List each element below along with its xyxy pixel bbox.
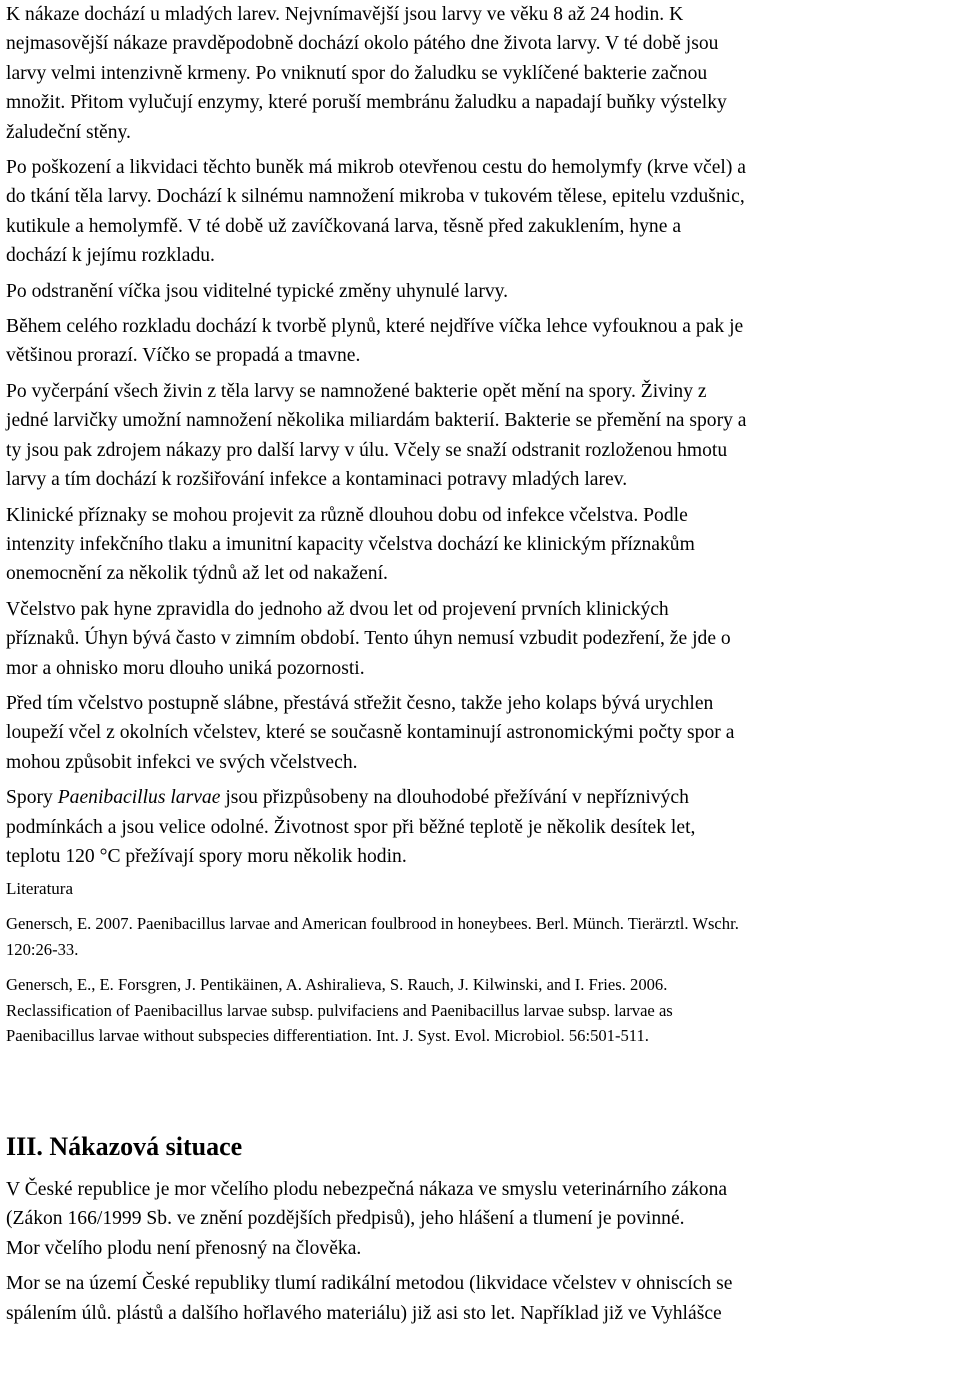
paragraph-colony-collapse: Před tím včelstvo postupně slábne, přestává střežit česno, takže jeho kolaps bývá urychlen loupeží včel z okolních včelstev, které se současně kontaminují astronomickými počty spor a mohou způsobit infekci ve svých včelstvech. <box>6 692 735 773</box>
paragraph-control-method: Mor se na území České republiky tlumí radikální metodou (likvidace včelstev v ohniscích se spálením úlů. plástů a dalšího hořlavého materiálu) již asi sto let. Například již ve Vyhlášce <box>6 1273 733 1324</box>
reference-genersch-2006: Genersch, E., E. Forsgren, J. Pentikäinen, A. Ashiralieva, S. Rauch, J. Kilwinski, and I. Fries. 2006. Reclassification of Paenibacillus larvae subsp. pulvifaciens and Paenibacillus larvae subsp. larvae as Paenibacillus larvae without subspecies differentiation. Int. J. Syst. Evol. Microbiol. 56:501-511. <box>6 975 673 1046</box>
paragraph-decomposition-gases: Během celého rozkladu dochází k tvorbě plynů, které nejdříve víčka lehce vyfouknou a pak je většinou prorazí. Víčko se propadá a tmavne. <box>6 316 744 367</box>
spores-text-rest: jsou přizpůsobeny na dlouhodobé přežívání v nepříznivých podmínkách a jsou velice odolné. Životnost spor při běžné teplotě je několik desítek let, teplotu 120 °C přežívají spory moru několik hodin. <box>6 787 696 867</box>
paragraph-legal-status: V České republice je mor včelího plodu nebezpečná nákaza ve smyslu veterinárního zákona (Zákon 166/1999 Sb. ve znění pozdějších předpisů), jeho hlášení a tlumení je povinné. Mor včelího plodu není přenosný na člověka. <box>6 1178 728 1259</box>
literature-heading: Literatura <box>6 879 74 899</box>
paragraph-cap-removal: Po odstranění víčka jsou viditelné typické změny uhynulé larvy. <box>6 280 509 302</box>
paragraph-colony-death: Včelstvo pak hyne zpravidla do jednoho až dvou let od projevení prvních klinických příznaků. Úhyn bývá často v zimním období. Tento úhyn nemusí vzbudit podezření, že jde o mor a ohnisko moru dlouho uniká pozornosti. <box>6 598 731 679</box>
spores-text-start: Spory <box>6 787 58 809</box>
reference-genersch-2007: Genersch, E. 2007. Paenibacillus larvae and American foulbrood in honeybees. Berl. Münch. Tierärztl. Wschr. 120:26-33. <box>6 914 739 959</box>
paragraph-hemolymph-spread: Po poškození a likvidaci těchto buněk má mikrob otevřenou cestu do hemolymfy (krve včel) a do tkání těla larvy. Dochází k silnému namnožení mikroba v tukovém tělese, epitelu vzdušnic, kutikule a hemolymfě. V té době už zavíčkovaná larva, těsně před zakuklením, hyne a dochází k jejímu rozkladu. <box>6 157 746 267</box>
document-page <box>6 0 956 1328</box>
species-name-italic: Paenibacillus larvae <box>57 787 221 809</box>
paragraph-clinical-signs: Klinické příznaky se mohou projevit za různě dlouhou dobu od infekce včelstva. Podle intenzity infekčního tlaku a imunitní kapacity včelstva dochází ke klinickým příznakům onemocnění za několik týdnů až let od nakažení. <box>6 504 695 585</box>
section-title: III. Nákazová situace <box>6 1131 243 1161</box>
paragraph-spore-formation: Po vyčerpání všech živin z těla larvy se namnožené bakterie opět mění na spory. Živiny z jedné larvičky umožní namnožení několika miliardám bakterií. Bakterie se přemění na spory a ty jsou pak zdrojem nákazy pro další larvy v úlu. Včely se snaží odstranit rozloženou hmotu larvy a tím dochází k rozšiřování infekce a kontaminaci potravy mladých larev. <box>6 380 747 491</box>
paragraph-infection-larvae: K nákaze dochází u mladých larev. Nejvnímavější jsou larvy ve věku 8 až 24 hodin. K nejmasovější nákaze pravděpodobně dochází okolo pátého dne života larvy. V té době jsou larvy velmi intenzivně krmeny. Po vniknutí spor do žaludku se vyklíčené bakterie začnou množit. Přitom vylučují enzymy, které poruší membránu žaludku a napadají buňky výstelky žaludeční stěny. <box>6 4 727 143</box>
paragraph-spore-resistance <box>6 783 956 871</box>
